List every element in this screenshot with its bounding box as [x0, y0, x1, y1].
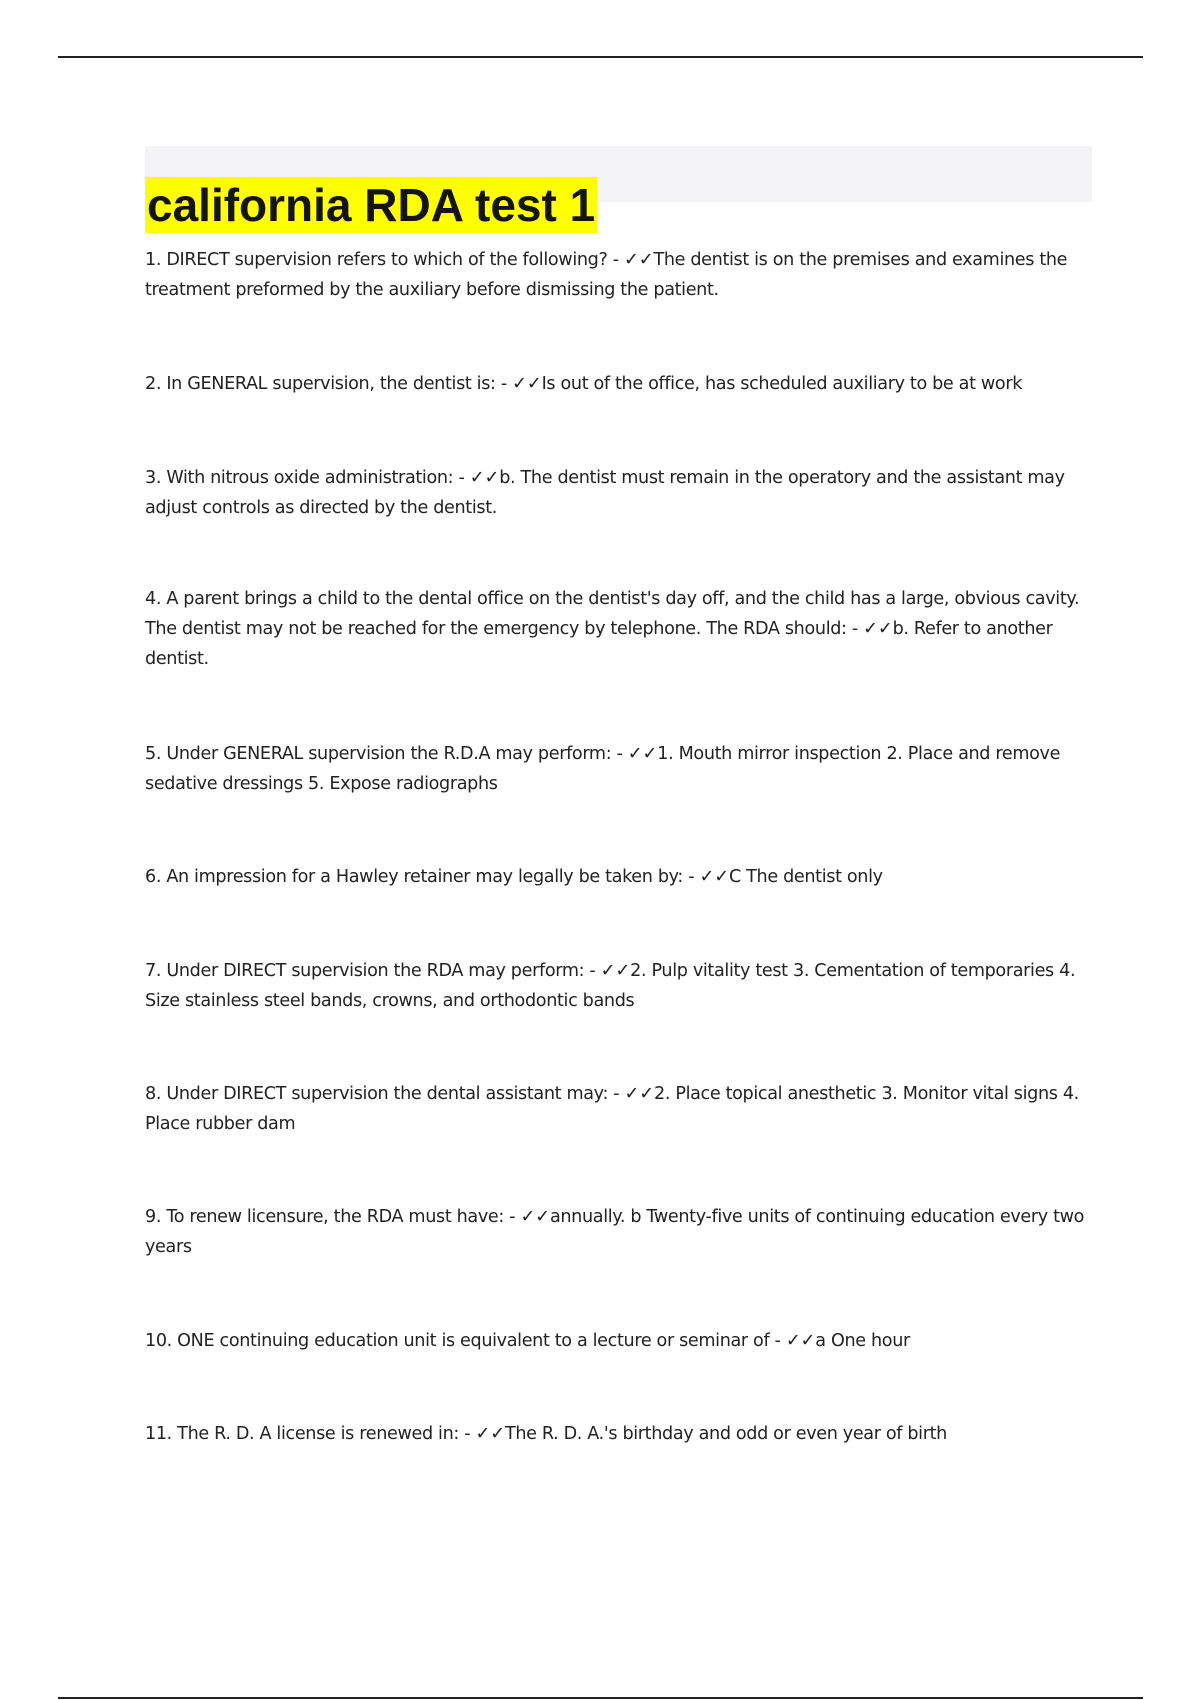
question-text: 3. With nitrous oxide administration: -: [145, 468, 470, 488]
answer-text: 2. Pulp vitality test 3. Cementation of temporaries 4. Size stainless steel bands, crowns, and orthodontic bands: [145, 961, 1076, 1011]
checkmark-icon: ✓✓: [785, 1331, 816, 1351]
question-text: 6. An impression for a Hawley retainer may legally be taken by: -: [145, 867, 700, 887]
qa-item-7: [145, 956, 1095, 1016]
answer-text: 1. Mouth mirror inspection 2. Place and remove sedative dressings 5. Expose radiographs: [145, 744, 1061, 794]
checkmark-icon: ✓✓: [600, 961, 631, 981]
answer-text: b. Refer to another dentist.: [145, 619, 1053, 669]
qa-item-1: [145, 245, 1095, 305]
qa-item-5: [145, 739, 1095, 799]
question-text: 1. DIRECT supervision refers to which of the following? -: [145, 250, 624, 270]
question-text: 10. ONE continuing education unit is equivalent to a lecture or seminar of -: [145, 1331, 786, 1351]
answer-text: annually. b Twenty-five units of continuing education every two years: [145, 1207, 1085, 1257]
page-title: california RDA test 1: [147, 178, 596, 231]
question-text: 11. The R. D. A license is renewed in: -: [145, 1424, 476, 1444]
answer-text: The R. D. A.'s birthday and odd or even year of birth: [504, 1424, 947, 1444]
question-text: 5. Under GENERAL supervision the R.D.A may perform: -: [145, 744, 628, 764]
question-text: 9. To renew licensure, the RDA must have: -: [145, 1207, 521, 1227]
answer-text: The dentist is on the premises and examines the treatment preformed by the auxiliary before dismissing the patient.: [145, 250, 1068, 300]
qa-item-3: [145, 463, 1095, 523]
bottom-rule: [58, 1697, 1143, 1699]
checkmark-icon: ✓✓: [520, 1207, 550, 1227]
qa-item-9: [145, 1202, 1095, 1262]
checkmark-icon: ✓✓: [623, 250, 654, 270]
qa-item-10: [145, 1326, 1095, 1356]
checkmark-icon: ✓✓: [475, 1424, 505, 1444]
answer-text: C The dentist only: [728, 867, 883, 887]
qa-item-2: [145, 369, 1095, 399]
qa-item-6: [145, 862, 1095, 892]
answer-text: Is out of the office, has scheduled auxiliary to be at work: [541, 374, 1023, 394]
question-text: 2. In GENERAL supervision, the dentist is: -: [145, 374, 513, 394]
question-text: 7. Under DIRECT supervision the RDA may perform: -: [145, 961, 601, 981]
answer-text: a One hour: [815, 1331, 910, 1351]
qa-item-8: [145, 1079, 1095, 1139]
checkmark-icon: ✓✓: [469, 468, 500, 488]
checkmark-icon: ✓✓: [627, 744, 658, 764]
top-rule: [58, 56, 1143, 58]
checkmark-icon: ✓✓: [863, 619, 893, 639]
qa-item-4: [145, 584, 1095, 674]
question-text: 8. Under DIRECT supervision the dental assistant may: -: [145, 1084, 625, 1104]
checkmark-icon: ✓✓: [512, 374, 542, 394]
checkmark-icon: ✓✓: [624, 1084, 654, 1104]
question-text: 4. A parent brings a child to the dental office on the dentist's day off, and the child has a large, obvious cavity. The dentist may not be reached for the emergency by telephone. The RDA should: -: [145, 589, 1080, 639]
qa-item-11: [145, 1419, 1095, 1449]
checkmark-icon: ✓✓: [699, 867, 729, 887]
answer-text: b. The dentist must remain in the operatory and the assistant may adjust controls as directed by the dentist.: [145, 468, 1065, 518]
answer-text: 2. Place topical anesthetic 3. Monitor vital signs 4. Place rubber dam: [145, 1084, 1079, 1134]
